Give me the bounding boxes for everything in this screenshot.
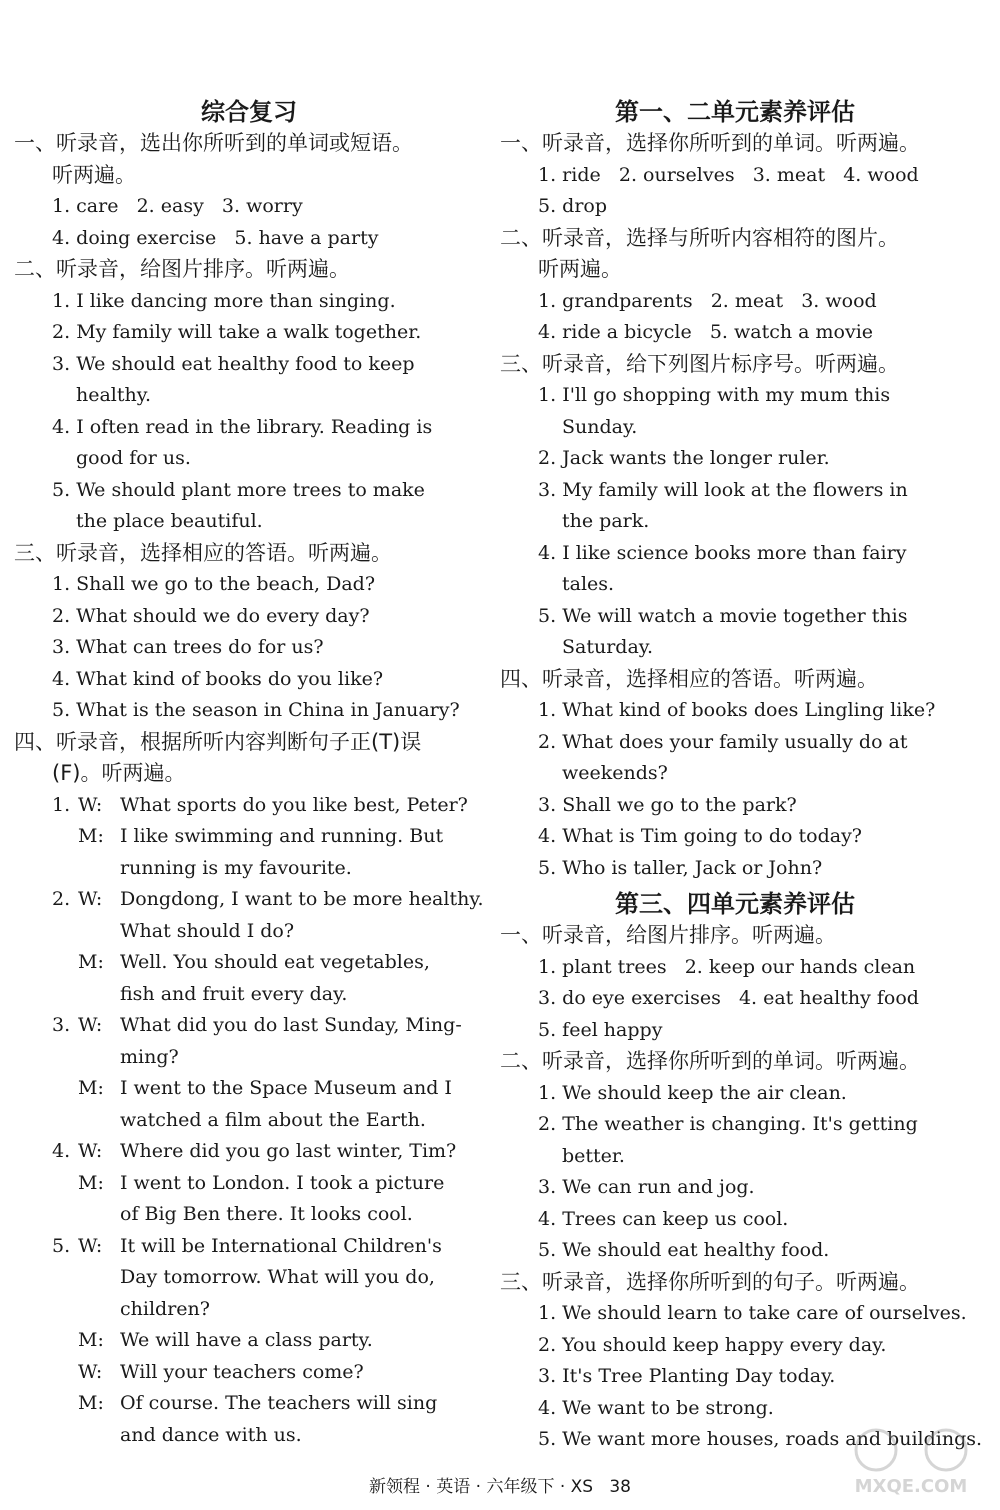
section-heading: 三、听录音，给下列图片标序号。听两遍。 [500, 351, 899, 376]
list-item [500, 821, 970, 853]
answer-line: 3. do eye exercises 4. eat healthy food [538, 987, 919, 1009]
speaker-label [78, 1105, 120, 1137]
dialogue-number [14, 1420, 78, 1452]
speaker-label [78, 979, 120, 1011]
dialogue-line [14, 947, 484, 979]
list-item [500, 1109, 970, 1172]
item-number: 4. [538, 541, 557, 564]
item-text: Shall we go to the park? [562, 793, 797, 816]
section-heading: 一、听录音，给图片排序。听两遍。 [500, 923, 836, 947]
dialogue-number [14, 1105, 78, 1137]
list-item: 4. What kind of books do you like? [52, 667, 384, 690]
item-list [14, 569, 484, 727]
dialogue-line [14, 790, 484, 822]
dialogue-line [14, 1105, 484, 1137]
answer-line: 1. care 2. easy 3. worry [52, 195, 303, 217]
list-item [500, 695, 970, 727]
dialogue-number: 1. [52, 793, 71, 816]
item-text: My family will look at the flowers in [562, 478, 908, 501]
dialogue-number [14, 947, 78, 979]
item-number: 2. [538, 730, 557, 753]
list-item [14, 317, 484, 349]
item-number: 3. [52, 352, 71, 375]
dialogue-line [14, 1388, 484, 1420]
dialogue-line [14, 979, 484, 1011]
dialogue-text: Day tomorrow. What will you do, [120, 1266, 435, 1288]
item-text: I like dancing more than singing. [76, 289, 396, 312]
section-heading: 三、听录音，选择你所听到的句子。听两遍。 [500, 1269, 920, 1294]
section-title-unit-1-2: 第一、二单元素养评估 [615, 98, 855, 126]
dialogue-text: Dongdong, I want to be more healthy. [120, 888, 484, 910]
dialogue-line [14, 1010, 484, 1042]
item-text-continued: better. [562, 1144, 625, 1167]
dialogue-number [14, 1199, 78, 1231]
dialogue-line [14, 1357, 484, 1389]
section-heading: 二、听录音，选择你所听到的单词。听两遍。 [500, 1049, 920, 1073]
dialogue-line [14, 1325, 484, 1357]
item-number: 5. [52, 478, 71, 501]
item-text: What does your family usually do at [562, 730, 908, 753]
answer-line: 1. ride 2. ourselves 3. meat 4. wood [538, 163, 919, 186]
list-item [500, 1172, 970, 1204]
answer-line: 4. doing exercise 5. have a party [52, 226, 379, 249]
dialogue-number [14, 1262, 78, 1294]
dialogue-text: Will your teachers come? [120, 1360, 364, 1383]
item-number: 3. [538, 1176, 557, 1198]
dialogue-line [14, 1199, 484, 1231]
section-heading: 四、听录音，根据所听内容判断句子正(T)误 (F)。听两遍。 [14, 729, 422, 785]
speaker-label: W: [78, 1234, 103, 1257]
dialogue-line [14, 884, 484, 916]
answer-line: 5. drop [538, 195, 608, 217]
list-item: 2. You should keep happy every day. [538, 1333, 887, 1356]
dialogue-number [14, 1168, 78, 1200]
dialogue-number [14, 1388, 78, 1420]
item-number: 5. [538, 604, 557, 627]
list-item: 3. What can trees do for us? [52, 636, 324, 658]
speaker-label [78, 916, 120, 948]
speaker-label: M: [78, 1392, 104, 1414]
dialogue-line [14, 1168, 484, 1200]
list-item [500, 1204, 970, 1236]
dialogue-text: I like swimming and running. But [120, 825, 444, 847]
left-column [14, 92, 484, 1451]
item-text: We should keep the air clean. [562, 1081, 847, 1104]
dialogue-text: What sports do you like best, Peter? [120, 793, 468, 816]
item-text-continued: the park. [562, 510, 650, 532]
item-text: We will watch a movie together this [562, 604, 908, 627]
list-item [500, 538, 970, 601]
item-list [500, 380, 970, 664]
speaker-label: W: [78, 1360, 103, 1383]
item-list [14, 286, 484, 538]
speaker-label: M: [78, 1077, 104, 1099]
speaker-label [78, 1042, 120, 1074]
item-text: I often read in the library. Reading is [76, 415, 433, 438]
dialogue-number [14, 1073, 78, 1105]
list-item [500, 790, 970, 822]
dialogue-text: I went to the Space Museum and I [120, 1077, 452, 1099]
dialogue-list [14, 790, 484, 1452]
speaker-label [78, 853, 120, 885]
section-heading: 三、听录音，选择相应的答语。听两遍。 [14, 540, 392, 565]
item-text: We can run and jog. [562, 1176, 755, 1198]
item-number: 4. [538, 1207, 557, 1230]
dialogue-line [14, 1073, 484, 1105]
section-heading: 一、听录音，选出你所听到的单词或短语。 听两遍。 [14, 131, 413, 187]
item-text: I like science books more than fairy [562, 541, 907, 564]
item-number: 1. [52, 289, 71, 312]
dialogue-number: 4. [52, 1140, 71, 1162]
dialogue-text: Well. You should eat vegetables, [120, 951, 430, 973]
list-item [500, 380, 970, 443]
item-text-continued: tales. [562, 573, 615, 595]
list-item [500, 475, 970, 538]
item-text-continued: Sunday. [562, 415, 638, 438]
list-item: 5. We want more houses, roads and buildings. [538, 1428, 983, 1450]
list-item: 4. We want to be strong. [538, 1396, 774, 1419]
list-item [500, 1078, 970, 1110]
item-number: 4. [538, 825, 557, 847]
list-item [500, 1235, 970, 1267]
section-title-review: 综合复习 [201, 98, 297, 126]
item-text: Who is taller, Jack or John? [562, 856, 823, 879]
speaker-label: M: [78, 1329, 104, 1351]
list-item [500, 601, 970, 664]
dialogue-line [14, 1042, 484, 1074]
item-number: 2. [538, 447, 557, 469]
dialogue-line [14, 1294, 484, 1326]
dialogue-text: of Big Ben there. It looks cool. [120, 1203, 413, 1225]
speaker-label: M: [78, 951, 104, 973]
dialogue-text: I went to London. I took a picture [120, 1171, 445, 1194]
dialogue-number [14, 1325, 78, 1357]
answer-line: 1. plant trees 2. keep our hands clean [538, 955, 916, 978]
speaker-label [78, 1420, 120, 1452]
dialogue-number [14, 821, 78, 853]
speaker-label: W: [78, 1014, 103, 1036]
dialogue-text: running is my favourite. [120, 856, 352, 879]
item-number: 3. [538, 793, 557, 816]
dialogue-number: 5. [52, 1234, 71, 1257]
dialogue-text: and dance with us. [120, 1423, 302, 1446]
dialogue-number [14, 916, 78, 948]
dialogue-number [14, 1042, 78, 1074]
speaker-label: W: [78, 888, 103, 910]
list-item [14, 412, 484, 475]
dialogue-text: Of course. The teachers will sing [120, 1392, 438, 1414]
section-heading: 二、听录音，选择与所听内容相符的图片。 听两遍。 [500, 225, 899, 281]
section-heading: 四、听录音，选择相应的答语。听两遍。 [500, 666, 878, 691]
item-text: We should plant more trees to make [76, 478, 425, 501]
dialogue-text: We will have a class party. [120, 1329, 373, 1351]
list-item [500, 727, 970, 790]
dialogue-text: watched a film about the Earth. [120, 1108, 426, 1131]
speaker-label: M: [78, 1171, 104, 1194]
dialogue-line [14, 1231, 484, 1263]
page-footer: 新领程 · 英语 · 六年级下 · XS 38 [369, 1477, 631, 1497]
item-text: The weather is changing. It's getting [562, 1113, 918, 1135]
item-text: Trees can keep us cool. [562, 1207, 789, 1230]
item-number: 1. [538, 1081, 557, 1104]
item-text-continued: healthy. [76, 384, 152, 406]
item-number: 2. [52, 321, 71, 343]
item-text: What kind of books does Lingling like? [562, 699, 936, 721]
dialogue-line [14, 1136, 484, 1168]
dialogue-text: children? [120, 1297, 210, 1320]
section-title-unit-3-4: 第三、四单元素养评估 [615, 890, 855, 918]
item-text: Jack wants the longer ruler. [562, 447, 830, 469]
item-number: 1. [538, 384, 557, 406]
speaker-label: M: [78, 825, 104, 847]
list-item: 3. It's Tree Planting Day today. [538, 1365, 836, 1387]
dialogue-number: 2. [52, 888, 71, 910]
item-number: 1. [538, 699, 557, 721]
right-column [500, 92, 983, 1456]
speaker-label [78, 1199, 120, 1231]
answer-line: 4. ride a bicycle 5. watch a movie [538, 321, 874, 343]
item-number: 4. [52, 415, 71, 438]
item-text: We should eat healthy food. [562, 1239, 830, 1261]
item-text-continued: weekends? [562, 762, 668, 784]
list-item [500, 443, 970, 475]
item-number: 5. [538, 1239, 557, 1261]
item-list [500, 1078, 970, 1267]
dialogue-text: What did you do last Sunday, Ming- [120, 1014, 462, 1036]
dialogue-text: Where did you go last winter, Tim? [120, 1140, 457, 1162]
watermark-text: MXQE.COM [854, 1476, 968, 1497]
list-item: 1. Shall we go to the beach, Dad? [52, 573, 375, 595]
dialogue-number [14, 853, 78, 885]
dialogue-text: It will be International Children's [120, 1234, 442, 1257]
dialogue-text: fish and fruit every day. [120, 982, 348, 1005]
dialogue-number [14, 1294, 78, 1326]
dialogue-text: What should I do? [120, 919, 295, 942]
list-item: 1. We should learn to take care of ourselves. [538, 1302, 967, 1324]
dialogue-number [14, 1357, 78, 1389]
dialogue-line [14, 1420, 484, 1452]
section-heading: 二、听录音，给图片排序。听两遍。 [14, 257, 350, 281]
watermark-logo [836, 1424, 986, 1500]
item-list [500, 695, 970, 884]
answer-line: 1. grandparents 2. meat 3. wood [538, 289, 877, 312]
item-text-continued: good for us. [76, 447, 191, 469]
dialogue-line [14, 916, 484, 948]
item-text: We should eat healthy food to keep [76, 352, 415, 375]
item-text: What is Tim going to do today? [562, 825, 862, 847]
item-text-continued: the place beautiful. [76, 510, 263, 532]
dialogue-line [14, 821, 484, 853]
list-item [500, 853, 970, 885]
list-item: 2. What should we do every day? [52, 604, 370, 627]
item-text: I'll go shopping with my mum this [562, 384, 891, 406]
dialogue-text: ming? [120, 1045, 179, 1068]
dialogue-number [14, 979, 78, 1011]
answer-line: 5. feel happy [538, 1018, 663, 1041]
list-item [14, 349, 484, 412]
item-number: 5. [538, 856, 557, 879]
section-heading: 一、听录音，选择你所听到的单词。听两遍。 [500, 131, 920, 155]
speaker-label [78, 1262, 120, 1294]
list-item [14, 286, 484, 318]
list-item: 5. What is the season in China in January? [52, 699, 460, 721]
item-text: My family will take a walk together. [76, 321, 422, 343]
speaker-label: W: [78, 793, 103, 816]
dialogue-number: 3. [52, 1014, 71, 1036]
item-number: 3. [538, 478, 557, 501]
speaker-label: W: [78, 1140, 103, 1162]
item-text-continued: Saturday. [562, 636, 654, 658]
dialogue-line [14, 853, 484, 885]
list-item [14, 475, 484, 538]
item-number: 2. [538, 1113, 557, 1135]
dialogue-line [14, 1262, 484, 1294]
speaker-label [78, 1294, 120, 1326]
